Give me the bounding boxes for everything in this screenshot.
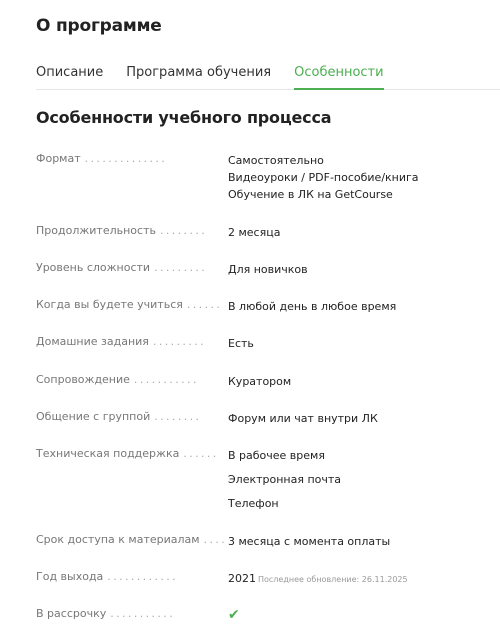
feature-value: Самостоятельно Видеоуроки / PDF-пособие/книга Обучение в ЛК на GetCourse: [228, 154, 419, 201]
feature-value: [228, 607, 478, 624]
feature-label: Уровень сложности .........: [36, 261, 208, 274]
feature-value: В рабочее время Электронная почта Телефон: [228, 449, 342, 510]
feature-label: Техническая поддержка ......: [36, 447, 219, 460]
feature-label: Продолжительность ........: [36, 224, 208, 237]
feature-label: В рассрочку ...........: [36, 607, 176, 620]
feature-label: Сопровождение ...........: [36, 373, 199, 386]
features-title: Особенности учебного процесса: [36, 108, 332, 127]
check-icon: ✔: [228, 607, 240, 623]
feature-value: Есть: [228, 337, 254, 350]
feature-label: Срок доступа к материалам ....: [36, 533, 228, 546]
feature-label: Формат ..............: [36, 152, 168, 165]
feature-label: Общение с группой ........: [36, 410, 202, 423]
feature-value: Для новичков: [228, 263, 308, 276]
section-title: О программе: [36, 16, 162, 36]
feature-value: Куратором: [228, 375, 292, 388]
feature-value: 2021 Последнее обновление: 26.11.2025: [228, 572, 408, 585]
tab-curriculum[interactable]: Программа обучения: [126, 65, 272, 80]
feature-value: В любой день в любое время: [228, 300, 397, 313]
tab-features[interactable]: Особенности: [294, 64, 383, 90]
last-update-note: Последнее обновление: 26.11.2025: [258, 575, 408, 584]
feature-value: Форум или чат внутри ЛК: [228, 412, 378, 425]
tab-description[interactable]: Описание: [36, 65, 104, 80]
feature-value: 2 месяца: [228, 226, 281, 239]
feature-label: Домашние задания .........: [36, 335, 207, 348]
feature-value: 3 месяца с момента оплаты: [228, 535, 391, 548]
feature-label: Год выхода ............: [36, 570, 179, 583]
feature-label: Когда вы будете учиться ......: [36, 298, 223, 311]
tabs: [36, 64, 500, 90]
